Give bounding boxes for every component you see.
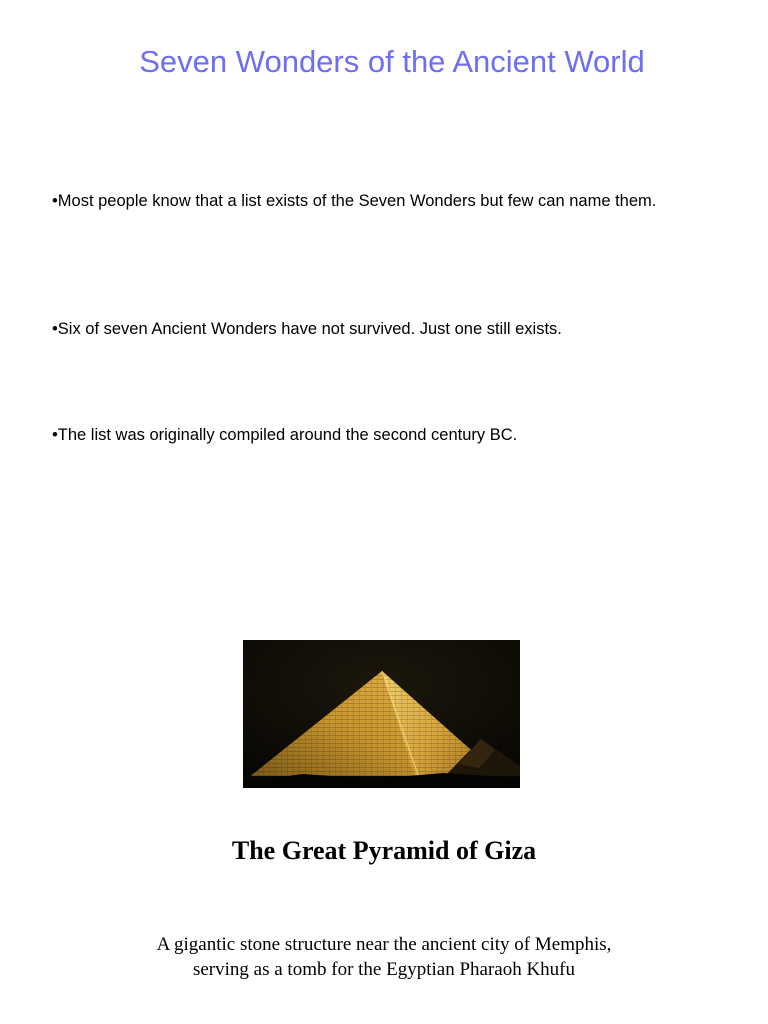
figure-heading: The Great Pyramid of Giza — [231, 836, 537, 865]
bullet-point-2: •Six of seven Ancient Wonders have not survived. Just one still exists. — [52, 320, 562, 338]
page-title: Seven Wonders of the Ancient World — [139, 44, 645, 79]
bullet-point-3: •The list was originally compiled around the second century BC. — [52, 426, 518, 444]
figure-description-line-1: A gigantic stone structure near the ancient city of Memphis, — [156, 934, 612, 955]
figure-description-line-2: serving as a tomb for the Egyptian Pharaoh Khufu — [192, 959, 576, 980]
figure-description — [0, 932, 768, 982]
bullet-point-1: •Most people know that a list exists of the Seven Wonders but few can name them. — [52, 192, 657, 210]
pyramid-photo — [243, 640, 520, 788]
